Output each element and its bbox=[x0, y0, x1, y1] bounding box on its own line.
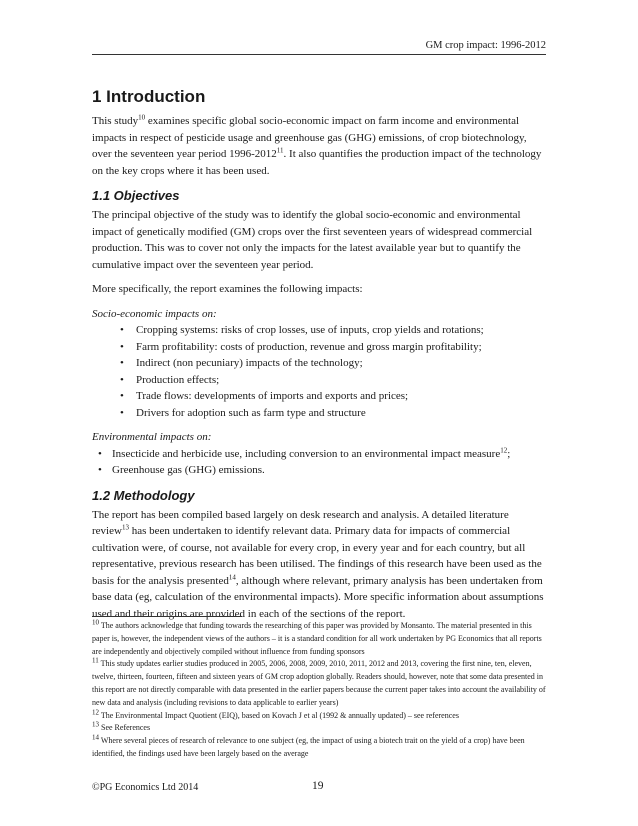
footnote-ref-13[interactable]: 13 bbox=[121, 523, 129, 532]
footer-copyright: ©PG Economics Ltd 2014 bbox=[92, 782, 199, 793]
list-item: • Cropping systems: risks of crop losses, use of inputs, crop yields and rotations; bbox=[92, 322, 548, 339]
footnote: $^{11}$ This study updates earlier studies produced in 2005, 2006, 2008, 2009, 2010, 2011, 2012 and 2013, covering the first nine, ten, eleven, twelve, thirteen, fourteen, fifteen and sixteen years of GM crop adoption globally. Readers should, however, note that some data presented in this report are not directly comparable with data presented in the earlier papers because the current paper takes into account the availability of new data and analysis (including revisions to data applicable to earlier years) bbox=[92, 656, 546, 707]
header-rule bbox=[92, 54, 546, 55]
footnotes bbox=[92, 620, 548, 761]
running-header: GM crop impact: 1996-2012 bbox=[425, 40, 546, 51]
list-item: • Drivers for adoption such as farm type and structure bbox=[92, 405, 548, 422]
section-title-introduction: 1 Introduction bbox=[92, 87, 206, 106]
footnote-separator bbox=[92, 616, 242, 617]
main-content bbox=[92, 86, 548, 622]
footnote: $^{14}$ Where several pieces of research of relevance to one subject (eg, the impact of using a biotech trait on the yield of a crop) have been identified, the findings used have been largely based on the average bbox=[92, 733, 525, 758]
footnote-ref-14[interactable]: 14 bbox=[228, 572, 236, 581]
list-item: • Production effects; bbox=[92, 372, 548, 389]
list-item: • Farm profitability: costs of production, revenue and gross margin profitability; bbox=[92, 339, 548, 356]
socio-economic-list bbox=[92, 322, 548, 421]
section-title-methodology: 1.2 Methodology bbox=[92, 487, 195, 503]
footnote: $^{12}$ The Environmental Impact Quotient (EIQ), based on Kovach J et al (1992 & annually updated) – see references bbox=[92, 707, 459, 720]
list-item: • Trade flows: developments of imports and exports and prices; bbox=[92, 388, 548, 405]
footnote: $^{10}$ The authors acknowledge that funding towards the researching of this paper was provided by Monsanto. The material presented in this paper is, however, the independent views of the authors – it is a standard condition for all work undertaken by PG Economics that all reports are independently and objectively compiled without influence from funding sponsors bbox=[92, 618, 542, 656]
socio-economic-label: Socio-economic impacts on: bbox=[92, 307, 217, 320]
footnote-ref-10[interactable]: 10 bbox=[138, 113, 146, 122]
footnote: $^{13}$ See References bbox=[92, 720, 151, 733]
list-item: • Indirect (non pecuniary) impacts of the technology; bbox=[92, 355, 548, 372]
list-item: • Greenhouse gas (GHG) emissions. bbox=[92, 462, 548, 479]
objectives-paragraph: The principal objective of the study was to identify the global socio-economic and environmental impact of genetically modified (GM) crops over the first seventeen years of widespread commercial production. This was to cover not only the impacts for the latest available year but to quantify the cumulative impact over the seventeen year period. bbox=[92, 209, 533, 271]
footnote-ref-12[interactable]: 12 bbox=[500, 445, 508, 454]
footnote-ref-11[interactable]: 11 bbox=[276, 146, 284, 155]
environmental-list bbox=[92, 446, 548, 479]
environmental-label: Environmental impacts on: bbox=[92, 431, 212, 443]
page-number: 19 bbox=[312, 780, 324, 792]
list-item: • Insecticide and herbicide use, including conversion to an environmental impact measure$^{12}$; bbox=[92, 446, 548, 463]
impacts-intro-paragraph: More specifically, the report examines the following impacts: bbox=[92, 283, 363, 295]
section-title-objectives: 1.1 Objectives bbox=[92, 188, 180, 203]
methodology-paragraph: The report has been compiled based largely on desk research and analysis. A detailed literature review$^{13}$ has been undertaken to identify relevant data. Primary data for impacts of commercial cultivation were, of course, not available for every crop, in every year and for each country, but all representative, previous research has been utilised. The findings of this research have been used as the basis for the analysis presented$^{14}$, although where relevant, primary analysis has been undertaken from base data (eg, calculation of the environmental impacts). More specific information about assumptions used and their origins are provided in each of the sections of the report. bbox=[92, 508, 544, 620]
intro-paragraph: This study$^{10}$ examines specific global socio-economic impact on farm income and environmental impacts in respect of pesticide usage and greenhouse gas (GHG) emissions, of crop biotechnology, over the seventeen year period 1996-2012$^{11}$. It also quantifies the production impact of the technology on the key crops where it has been used. bbox=[92, 113, 542, 177]
